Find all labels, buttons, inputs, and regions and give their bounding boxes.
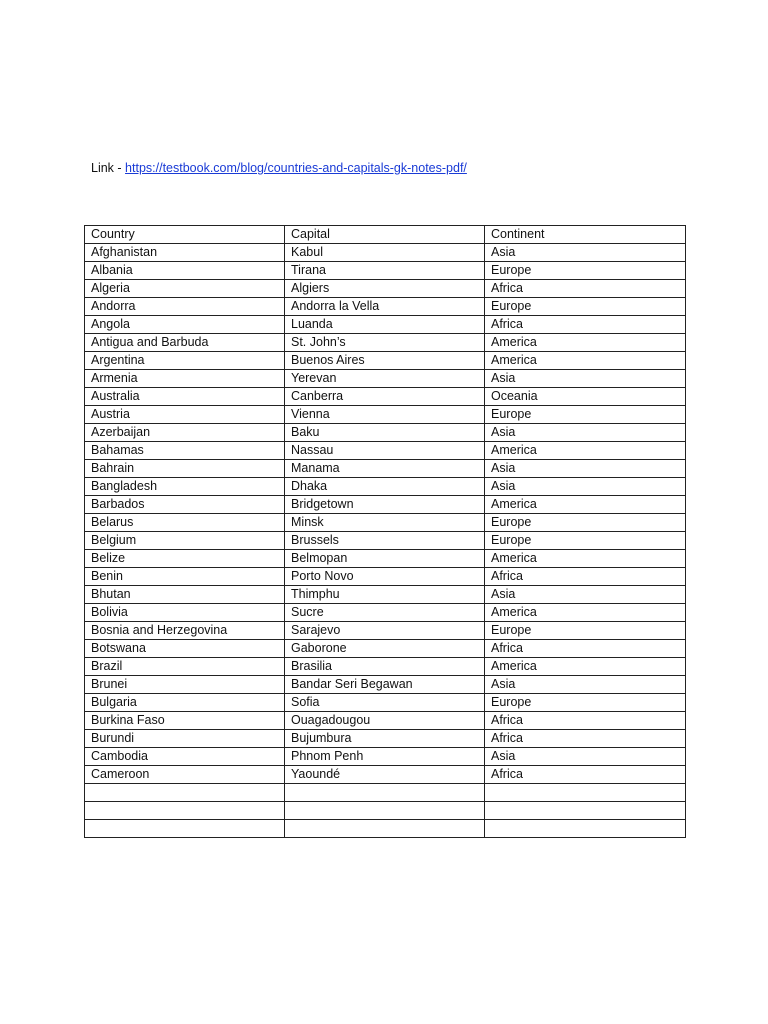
capital-cell: Gaborone	[285, 640, 485, 658]
continent-cell: Asia	[485, 586, 686, 604]
table-row	[85, 712, 686, 730]
continent-cell: America	[485, 604, 686, 622]
capital-cell: Bridgetown	[285, 496, 485, 514]
country-cell: Bulgaria	[85, 694, 285, 712]
continent-cell: Asia	[485, 370, 686, 388]
capital-cell: Canberra	[285, 388, 485, 406]
header-continent: Continent	[485, 226, 686, 244]
table-row	[85, 442, 686, 460]
continent-cell: Asia	[485, 424, 686, 442]
capital-cell: Belmopan	[285, 550, 485, 568]
continent-cell: America	[485, 658, 686, 676]
table-row	[85, 334, 686, 352]
continent-cell: America	[485, 550, 686, 568]
countries-table-container	[84, 225, 686, 838]
country-cell: Cameroon	[85, 766, 285, 784]
continent-cell: Europe	[485, 514, 686, 532]
continent-cell	[485, 802, 686, 820]
continent-cell	[485, 784, 686, 802]
table-row	[85, 766, 686, 784]
country-cell: Burkina Faso	[85, 712, 285, 730]
country-cell: Afghanistan	[85, 244, 285, 262]
table-row	[85, 370, 686, 388]
capital-cell: Manama	[285, 460, 485, 478]
continent-cell: Europe	[485, 406, 686, 424]
table-header-row	[85, 226, 686, 244]
continent-cell: Europe	[485, 532, 686, 550]
table-row	[85, 586, 686, 604]
table-row	[85, 406, 686, 424]
capital-cell: Yerevan	[285, 370, 485, 388]
continent-cell: America	[485, 442, 686, 460]
table-row	[85, 802, 686, 820]
table-row	[85, 658, 686, 676]
table-row	[85, 604, 686, 622]
country-cell: Bhutan	[85, 586, 285, 604]
continent-cell: Africa	[485, 316, 686, 334]
continent-cell: Europe	[485, 622, 686, 640]
table-row	[85, 298, 686, 316]
table-row	[85, 568, 686, 586]
country-cell: Armenia	[85, 370, 285, 388]
header-country: Country	[85, 226, 285, 244]
continent-cell: Asia	[485, 748, 686, 766]
continent-cell: America	[485, 496, 686, 514]
capital-cell: Dhaka	[285, 478, 485, 496]
table-row	[85, 514, 686, 532]
capital-cell: Sofia	[285, 694, 485, 712]
table-row	[85, 748, 686, 766]
country-cell: Argentina	[85, 352, 285, 370]
table-row	[85, 244, 686, 262]
continent-cell: Africa	[485, 568, 686, 586]
capital-cell: Phnom Penh	[285, 748, 485, 766]
continent-cell: Asia	[485, 478, 686, 496]
capital-cell: Minsk	[285, 514, 485, 532]
countries-table	[84, 225, 686, 838]
country-cell: Bolivia	[85, 604, 285, 622]
country-cell: Australia	[85, 388, 285, 406]
continent-cell: Africa	[485, 640, 686, 658]
capital-cell: Luanda	[285, 316, 485, 334]
country-cell: Bangladesh	[85, 478, 285, 496]
country-cell: Cambodia	[85, 748, 285, 766]
country-cell	[85, 802, 285, 820]
capital-cell: Brasilia	[285, 658, 485, 676]
continent-cell: America	[485, 352, 686, 370]
country-cell: Belgium	[85, 532, 285, 550]
country-cell: Albania	[85, 262, 285, 280]
capital-cell: St. John’s	[285, 334, 485, 352]
country-cell	[85, 820, 285, 838]
table-row	[85, 676, 686, 694]
capital-cell	[285, 820, 485, 838]
table-row	[85, 622, 686, 640]
capital-cell: Brussels	[285, 532, 485, 550]
link-line	[91, 160, 467, 176]
capital-cell: Porto Novo	[285, 568, 485, 586]
country-cell: Burundi	[85, 730, 285, 748]
table-row	[85, 280, 686, 298]
continent-cell: Europe	[485, 694, 686, 712]
country-cell: Benin	[85, 568, 285, 586]
capital-cell: Nassau	[285, 442, 485, 460]
capital-cell: Sucre	[285, 604, 485, 622]
table-row	[85, 694, 686, 712]
capital-cell	[285, 784, 485, 802]
capital-cell: Andorra la Vella	[285, 298, 485, 316]
table-body	[85, 226, 686, 838]
source-link[interactable]: https://testbook.com/blog/countries-and-capitals-gk-notes-pdf/	[125, 161, 467, 175]
country-cell: Barbados	[85, 496, 285, 514]
table-row	[85, 388, 686, 406]
continent-cell: Asia	[485, 460, 686, 478]
capital-cell: Kabul	[285, 244, 485, 262]
capital-cell: Yaoundé	[285, 766, 485, 784]
country-cell: Brunei	[85, 676, 285, 694]
country-cell	[85, 784, 285, 802]
country-cell: Azerbaijan	[85, 424, 285, 442]
table-row	[85, 460, 686, 478]
country-cell: Belarus	[85, 514, 285, 532]
continent-cell: Asia	[485, 244, 686, 262]
country-cell: Brazil	[85, 658, 285, 676]
table-row	[85, 532, 686, 550]
link-label: Link -	[91, 161, 126, 175]
country-cell: Botswana	[85, 640, 285, 658]
header-capital: Capital	[285, 226, 485, 244]
country-cell: Antigua and Barbuda	[85, 334, 285, 352]
capital-cell: Bandar Seri Begawan	[285, 676, 485, 694]
table-row	[85, 784, 686, 802]
continent-cell: Africa	[485, 766, 686, 784]
country-cell: Bahrain	[85, 460, 285, 478]
table-row	[85, 640, 686, 658]
capital-cell: Baku	[285, 424, 485, 442]
country-cell: Austria	[85, 406, 285, 424]
continent-cell: Asia	[485, 676, 686, 694]
continent-cell: Africa	[485, 730, 686, 748]
table-row	[85, 424, 686, 442]
table-row	[85, 316, 686, 334]
capital-cell: Vienna	[285, 406, 485, 424]
capital-cell: Buenos Aires	[285, 352, 485, 370]
continent-cell: Europe	[485, 298, 686, 316]
country-cell: Algeria	[85, 280, 285, 298]
continent-cell: Africa	[485, 280, 686, 298]
capital-cell: Bujumbura	[285, 730, 485, 748]
country-cell: Belize	[85, 550, 285, 568]
continent-cell: Europe	[485, 262, 686, 280]
table-row	[85, 262, 686, 280]
table-row	[85, 730, 686, 748]
continent-cell: Africa	[485, 712, 686, 730]
table-row	[85, 820, 686, 838]
table-row	[85, 352, 686, 370]
country-cell: Andorra	[85, 298, 285, 316]
capital-cell	[285, 802, 485, 820]
country-cell: Angola	[85, 316, 285, 334]
capital-cell: Tirana	[285, 262, 485, 280]
continent-cell: Oceania	[485, 388, 686, 406]
capital-cell: Thimphu	[285, 586, 485, 604]
country-cell: Bahamas	[85, 442, 285, 460]
continent-cell	[485, 820, 686, 838]
capital-cell: Algiers	[285, 280, 485, 298]
capital-cell: Ouagadougou	[285, 712, 485, 730]
table-row	[85, 478, 686, 496]
continent-cell: America	[485, 334, 686, 352]
country-cell: Bosnia and Herzegovina	[85, 622, 285, 640]
table-row	[85, 550, 686, 568]
table-row	[85, 496, 686, 514]
capital-cell: Sarajevo	[285, 622, 485, 640]
